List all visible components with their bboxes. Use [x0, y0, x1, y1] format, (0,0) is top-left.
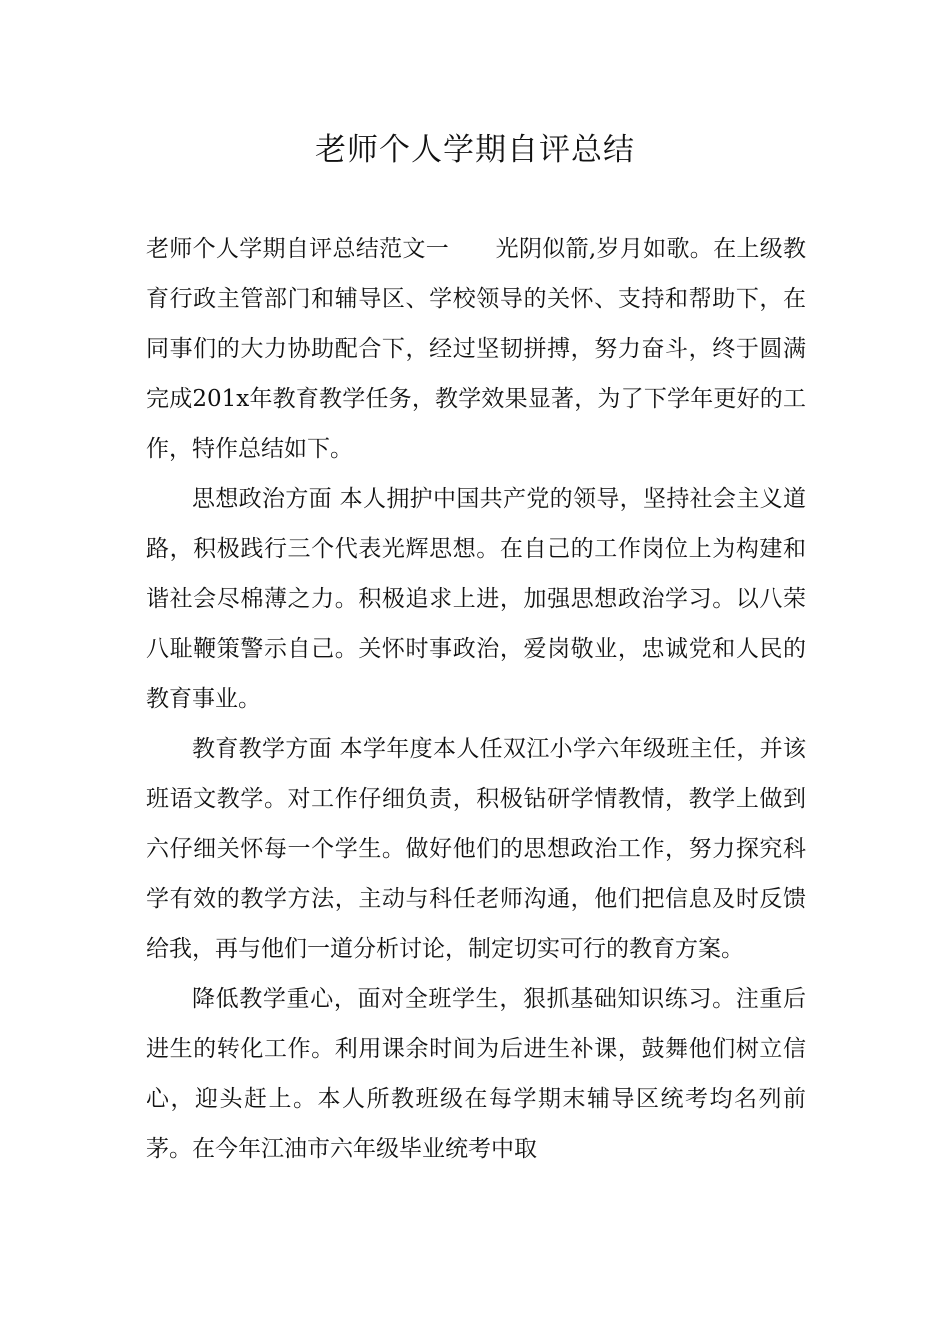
- paragraph-focus: 降低教学重心，面对全班学生，狠抓基础知识练习。注重后进生的转化工作。利用课余时间为后进生补课，鼓舞他们树立信心，迎头赶上。本人所教班级在每学期末辅导区统考均名列前茅。在今年江油市六年级毕业统考中取: [146, 986, 806, 1162]
- paragraph-political: 思想政治方面 本人拥护中国共产党的领导，坚持社会主义道路，积极践行三个代表光辉思想。在自己的工作岗位上为构建和谐社会尽棉薄之力。积极追求上进，加强思想政治学习。以八荣八耻鞭策警示自己。关怀时事政治，爱岗敬业，忠诚党和人民的教育事业。: [146, 486, 806, 712]
- paragraph-intro: 老师个人学期自评总结范文一 光阴似箭,岁月如歌。在上级教育行政主管部门和辅导区、学校领导的关怀、支持和帮助下，在同事们的大力协助配合下，经过坚韧拼搏，努力奋斗，终于圆满完成201x年教育教学任务，教学效果显著，为了下学年更好的工作，特作总结如下。: [146, 236, 806, 462]
- paragraph-teaching: 教育教学方面 本学年度本人任双江小学六年级班主任，并该班语文教学。对工作仔细负责，积极钻研学情教情，教学上做到六仔细关怀每一个学生。做好他们的思想政治工作，努力探究科学有效的教学方法，主动与科任老师沟通，他们把信息及时反馈给我，再与他们一道分析讨论，制定切实可行的教育方案。: [146, 736, 806, 962]
- document-body: [146, 224, 806, 1174]
- document-title: 老师个人学期自评总结: [315, 132, 635, 168]
